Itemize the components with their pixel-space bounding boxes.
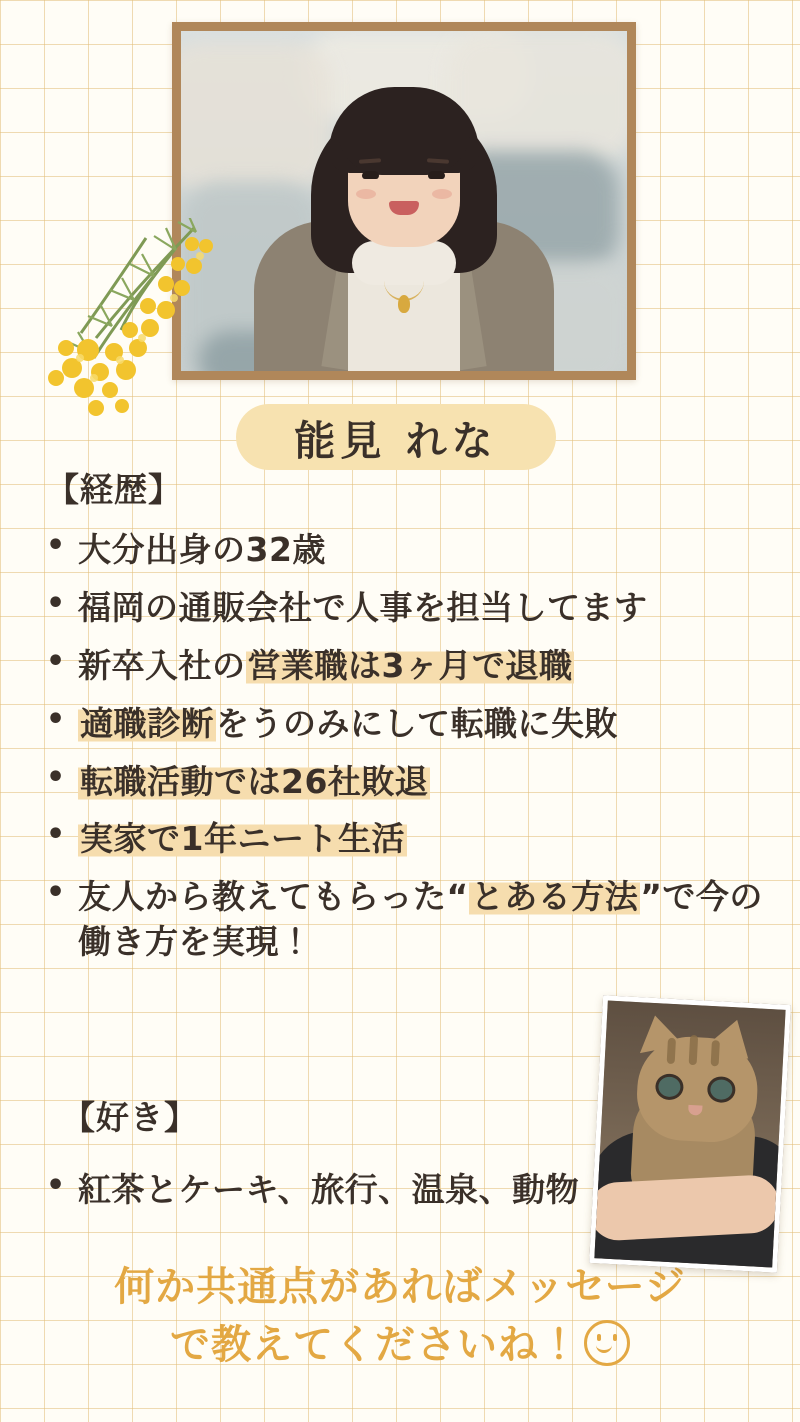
career-list: [38, 528, 768, 978]
list-item: [38, 586, 768, 631]
career-item-text: 大分出身の32歳: [78, 530, 326, 569]
mimosa-flower-icon: [26, 218, 236, 418]
necklace-pendant: [398, 295, 410, 313]
list-item: [38, 817, 768, 862]
person-arm: [589, 1174, 780, 1242]
career-item-highlight: 転職活動では26社敗退: [80, 761, 429, 801]
career-item-line2: 働き方を実現！: [78, 922, 313, 962]
eye: [362, 171, 379, 179]
career-item-highlight: 適職診断: [80, 703, 214, 743]
cat-stripe: [711, 1040, 720, 1066]
list-item: [38, 760, 768, 805]
career-item-highlight: 実家で1年ニート生活: [80, 819, 405, 859]
list-item: • 新卒入社の営業職は3ヶ月で退職: [38, 644, 768, 689]
career-item-highlight: とある方法: [470, 877, 639, 917]
closing-line-1: 何か共通点があればメッセージ: [114, 1264, 686, 1310]
eye: [428, 171, 445, 179]
profile-photo: [172, 22, 636, 380]
portrait-person: [254, 111, 554, 371]
cheek: [356, 189, 376, 199]
closing-line-2: で教えてくださいね！: [170, 1322, 580, 1368]
list-item: • 友人から教えてもらった“とある方法”で今の 働き方を実現！: [38, 875, 768, 965]
cat-stripe: [667, 1038, 676, 1064]
profile-name: [236, 404, 556, 470]
list-item: • 適職診断をうのみにして転職に失敗: [38, 702, 768, 747]
closing-line-2-wrap: [0, 1316, 800, 1374]
profile-name-text: 能見 れな: [294, 416, 498, 465]
career-heading: 【経歴】: [46, 470, 182, 509]
cat-photo-image: [594, 1001, 785, 1268]
likes-heading: 【好き】: [62, 1098, 198, 1137]
cheek: [432, 189, 452, 199]
profile-photo-image: [181, 31, 627, 371]
career-item-text: 福岡の通販会社で人事を担当してます: [78, 587, 648, 627]
cat-photo: [589, 995, 791, 1272]
closing-message: [0, 1258, 800, 1374]
likes-item-text: 紅茶とケーキ、旅行、温泉、動物: [78, 1170, 580, 1209]
smiley-face-icon: [584, 1320, 630, 1366]
career-item-highlight: 営業職は3ヶ月で退職: [247, 645, 573, 685]
cat-stripe: [689, 1035, 699, 1065]
list-item: [38, 528, 768, 573]
